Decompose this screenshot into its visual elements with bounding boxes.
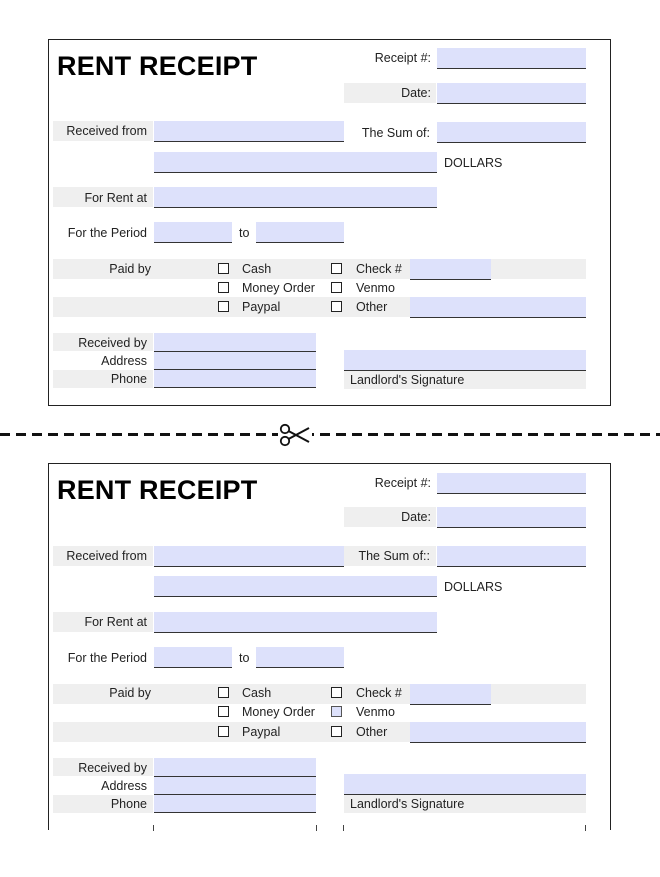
other-checkbox[interactable]: [331, 726, 342, 737]
receipt-number-field[interactable]: [437, 473, 586, 494]
check-number-field[interactable]: [410, 259, 491, 280]
money-order-label: Money Order: [242, 705, 315, 719]
paypal-checkbox[interactable]: [218, 301, 229, 312]
period-to-label: to: [239, 226, 250, 240]
dollars-label: DOLLARS: [444, 580, 503, 594]
venmo-checkbox[interactable]: [331, 706, 342, 717]
rent-receipt-2: [48, 463, 611, 830]
address-label: Address: [101, 779, 147, 793]
venmo-label: Venmo: [356, 281, 395, 295]
paypal-label: Paypal: [242, 300, 281, 314]
period-start-field[interactable]: [154, 222, 232, 243]
money-order-checkbox[interactable]: [218, 282, 229, 293]
money-order-label: Money Order: [242, 281, 315, 295]
receipt-number-label: Receipt #:: [374, 476, 431, 490]
receipt-number-field[interactable]: [437, 48, 586, 69]
signature-label: Landlord's Signature: [350, 797, 465, 811]
received-by-field[interactable]: [154, 758, 316, 777]
paypal-label: Paypal: [242, 725, 281, 739]
other-method-field[interactable]: [410, 722, 586, 743]
venmo-label: Venmo: [356, 705, 395, 719]
check-label: Check #: [356, 686, 402, 700]
other-label: Other: [356, 725, 388, 739]
phone-field[interactable]: [154, 795, 316, 813]
for-rent-label: For Rent at: [84, 191, 147, 205]
phone-field[interactable]: [154, 370, 316, 388]
sum-label: The Sum of::: [358, 549, 430, 563]
cash-checkbox[interactable]: [218, 687, 229, 698]
received-from-label: Received from: [66, 549, 147, 563]
column-tick: [153, 825, 154, 831]
date-label: Date:: [401, 510, 431, 524]
signature-label: Landlord's Signature: [350, 373, 465, 387]
other-method-field[interactable]: [410, 297, 586, 318]
received-from-label: Received from: [66, 124, 147, 138]
rent-address-field[interactable]: [154, 612, 437, 633]
other-label: Other: [356, 300, 388, 314]
check-number-field[interactable]: [410, 684, 491, 705]
cash-label: Cash: [242, 686, 272, 700]
paid-by-label: Paid by: [109, 262, 151, 276]
period-label: For the Period: [67, 226, 147, 240]
received-by-label: Received by: [78, 336, 147, 350]
date-field[interactable]: [437, 83, 586, 104]
sum-in-words-field[interactable]: [154, 152, 437, 173]
address-label: Address: [101, 354, 147, 368]
rent-address-field[interactable]: [154, 187, 437, 208]
address-field[interactable]: [154, 352, 316, 370]
sum-field[interactable]: [437, 546, 586, 567]
period-start-field[interactable]: [154, 647, 232, 668]
signature-field[interactable]: [344, 350, 586, 371]
received-by-field[interactable]: [154, 333, 316, 352]
column-tick: [585, 825, 586, 831]
cut-line: [0, 433, 660, 436]
phone-label: Phone: [110, 797, 147, 811]
receipt-title: RENT RECEIPT: [57, 51, 258, 81]
receipt-title: RENT RECEIPT: [57, 475, 258, 505]
scissors-icon: [278, 422, 312, 448]
date-field[interactable]: [437, 507, 586, 528]
column-tick: [343, 825, 344, 831]
received-by-label: Received by: [78, 761, 147, 775]
period-end-field[interactable]: [256, 222, 344, 243]
for-rent-label: For Rent at: [84, 615, 147, 629]
period-end-field[interactable]: [256, 647, 344, 668]
date-label: Date:: [401, 86, 431, 100]
sum-label: The Sum of:: [361, 126, 430, 140]
check-checkbox[interactable]: [331, 263, 342, 274]
paid-by-label: Paid by: [109, 686, 151, 700]
signature-field[interactable]: [344, 774, 586, 795]
paypal-checkbox[interactable]: [218, 726, 229, 737]
column-tick: [316, 825, 317, 831]
venmo-checkbox[interactable]: [331, 282, 342, 293]
other-checkbox[interactable]: [331, 301, 342, 312]
cash-label: Cash: [242, 262, 272, 276]
cash-checkbox[interactable]: [218, 263, 229, 274]
check-checkbox[interactable]: [331, 687, 342, 698]
period-to-label: to: [239, 651, 250, 665]
money-order-checkbox[interactable]: [218, 706, 229, 717]
received-from-field[interactable]: [154, 546, 344, 567]
rent-receipt-1: [48, 39, 611, 406]
sum-in-words-field[interactable]: [154, 576, 437, 597]
sum-field[interactable]: [437, 122, 586, 143]
address-field[interactable]: [154, 777, 316, 795]
dollars-label: DOLLARS: [444, 156, 503, 170]
check-label: Check #: [356, 262, 402, 276]
period-label: For the Period: [67, 651, 147, 665]
receipt-number-label: Receipt #:: [374, 51, 431, 65]
phone-label: Phone: [110, 372, 147, 386]
received-from-field[interactable]: [154, 121, 344, 142]
